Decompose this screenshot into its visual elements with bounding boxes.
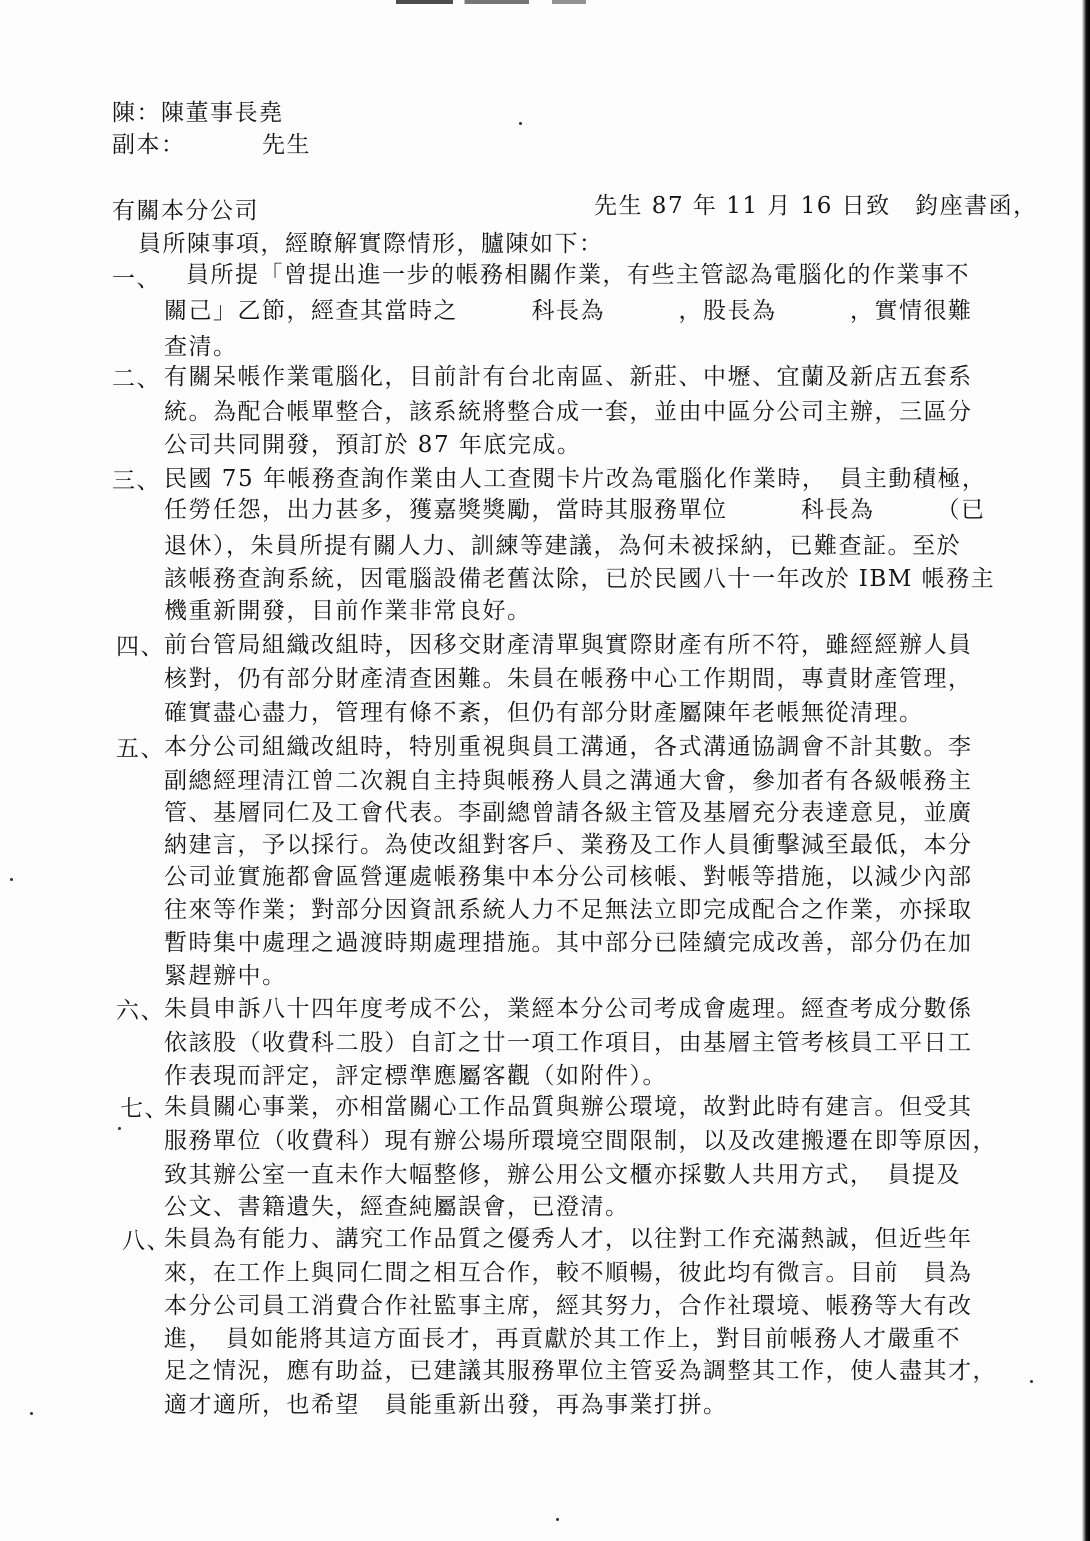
scan-speck [30,1412,33,1415]
item-3-line-4: 該帳務查詢系統，因電腦設備老舊汰除，已於民國八十一年改於 IBM 帳務主 [164,566,996,592]
item-number-2: 二、 [112,366,161,392]
cc-name: 先生 [262,132,311,158]
item-8-line-1: 朱員為有能力、講究工作品質之優秀人才，以往對工作充滿熱誠，但近些年 [164,1226,973,1252]
item-1-line-3: 查清。 [164,334,238,360]
item-5-line-1: 本分公司組織改組時，特別重視與員工溝通，各式溝通協調會不計其數。李 [164,734,973,760]
item-2-line-3: 公司共同開發，預訂於 87 年底完成。 [164,432,582,458]
item-2-line-1: 有關呆帳作業電腦化，目前計有台北南區、新莊、中壢、宜蘭及新店五套系 [164,364,973,390]
item-6-line-2: 依該股（收費科二股）自訂之廿一項工作項目，由基層主管考核員工平日工 [164,1030,973,1056]
item-8-line-5: 足之情況，應有助益，已建議其服務單位主管妥為調整其工作，使人盡其才， [164,1358,997,1384]
item-6-line-1: 朱員申訴八十四年度考成不公，業經本分公司考成會處理。經查考成分數係 [164,996,973,1022]
item-3-line-5: 機重新開發，目前作業非常良好。 [164,598,532,624]
scan-speck [118,1127,121,1130]
item-number-8: 八、 [122,1228,171,1254]
scan-edge-right [1082,0,1090,1541]
item-number-7: 七、 [120,1096,169,1122]
item-4-line-1: 前台管局組織改組時，因移交財產清單與實際財產有所不符，雖經經辦人員 [164,632,973,658]
item-5-line-4: 納建言，予以採行。為使改組對客戶、業務及工作人員衝擊減至最低，本分 [164,832,973,858]
item-4-line-2: 核對，仍有部分財產清查困難。朱員在帳務中心工作期間，專責財產管理， [164,666,973,692]
item-1-line-1: 員所提「曾提出進一步的帳務相關作業，有些主管認為電腦化的作業事不 [186,262,970,288]
intro-line1-right: 先生 87 年 11 月 16 日致 鈞座書函， [594,193,1038,219]
item-7-line-3: 致其辦公室一直未作大幅整修，辦公用公文櫃亦採數人共用方式， 員提及 [164,1162,961,1188]
scan-speck [1030,1380,1033,1383]
recipient-line: 陳：陳董事長堯 [112,100,284,126]
item-6-line-3: 作表現而評定，評定標準應屬客觀（如附件）。 [164,1063,667,1089]
item-5-line-7: 暫時集中處理之過渡時期處理措施。其中部分已陸續完成改善，部分仍在加 [164,930,973,956]
scan-artifact-top [396,0,586,4]
item-8-line-4: 進， 員如能將其這方面長才，再貢獻於其工作上，對目前帳務人才嚴重不 [164,1326,961,1352]
item-7-line-1: 朱員關心事業，亦相當關心工作品質與辦公環境，故對此時有建言。但受其 [164,1094,973,1120]
intro-line1-left: 有關本分公司 [112,198,259,224]
scan-speck [556,1518,559,1521]
item-7-line-4: 公文、書籍遺失，經查純屬誤會，已澄清。 [164,1194,630,1220]
item-8-line-3: 本分公司員工消費合作社監事主席，經其努力，合作社環境、帳務等大有改 [164,1293,973,1319]
item-2-line-2: 統。為配合帳單整合，該系統將整合成一套，並由中區分公司主辦，三區分 [164,399,973,425]
item-5-line-6: 往來等作業；對部分因資訊系統人力不足無法立即完成配合之作業，亦採取 [164,897,973,923]
item-5-line-5: 公司並實施都會區營運處帳務集中本分公司核帳、對帳等措施，以減少內部 [164,864,973,890]
item-3-line-1: 民國 75 年帳務查詢作業由人工查閱卡片改為電腦化作業時， 員主動積極， [164,466,987,492]
item-number-6: 六、 [116,998,165,1024]
item-3-line-3: 退休），朱員所提有關人力、訓練等建議，為何未被採納，已難查証。至於 [164,533,961,559]
item-5-line-3: 管、基層同仁及工會代表。李副總曾請各級主管及基層充分表達意見，並廣 [164,800,973,826]
item-4-line-3: 確實盡心盡力，管理有條不紊，但仍有部分財產屬陳年老帳無從清理。 [164,700,924,726]
item-8-line-2: 來，在工作上與同仁間之相互合作，較不順暢，彼此均有微言。目前 員為 [164,1260,973,1286]
item-7-line-2: 服務單位（收費科）現有辦公場所環境空間限制，以及改建搬遷在即等原因， [164,1128,997,1154]
cc-label: 副本： [112,132,186,158]
item-number-1: 一、 [112,266,161,292]
scan-speck [10,878,13,881]
item-number-3: 三、 [112,468,161,494]
scan-speck [519,122,522,125]
intro-line2: 員所陳事項，經瞭解實際情形，臚陳如下： [138,231,604,257]
item-5-line-8: 緊趕辦中。 [164,963,287,989]
item-1-line-2: 關己」乙節，經查其當時之 科長為 ，股長為 ，實情很難 [164,298,973,324]
item-3-line-2: 任勞任怨，出力甚多，獲嘉獎獎勵，當時其服務單位 科長為 （已 [164,497,986,523]
item-number-5: 五、 [116,736,165,762]
item-8-line-6: 適才適所，也希望 員能重新出發，再為事業打拼。 [164,1392,728,1418]
item-5-line-2: 副總經理清江曾二次親自主持與帳務人員之溝通大會，參加者有各級帳務主 [164,768,973,794]
item-number-4: 四、 [116,634,165,660]
